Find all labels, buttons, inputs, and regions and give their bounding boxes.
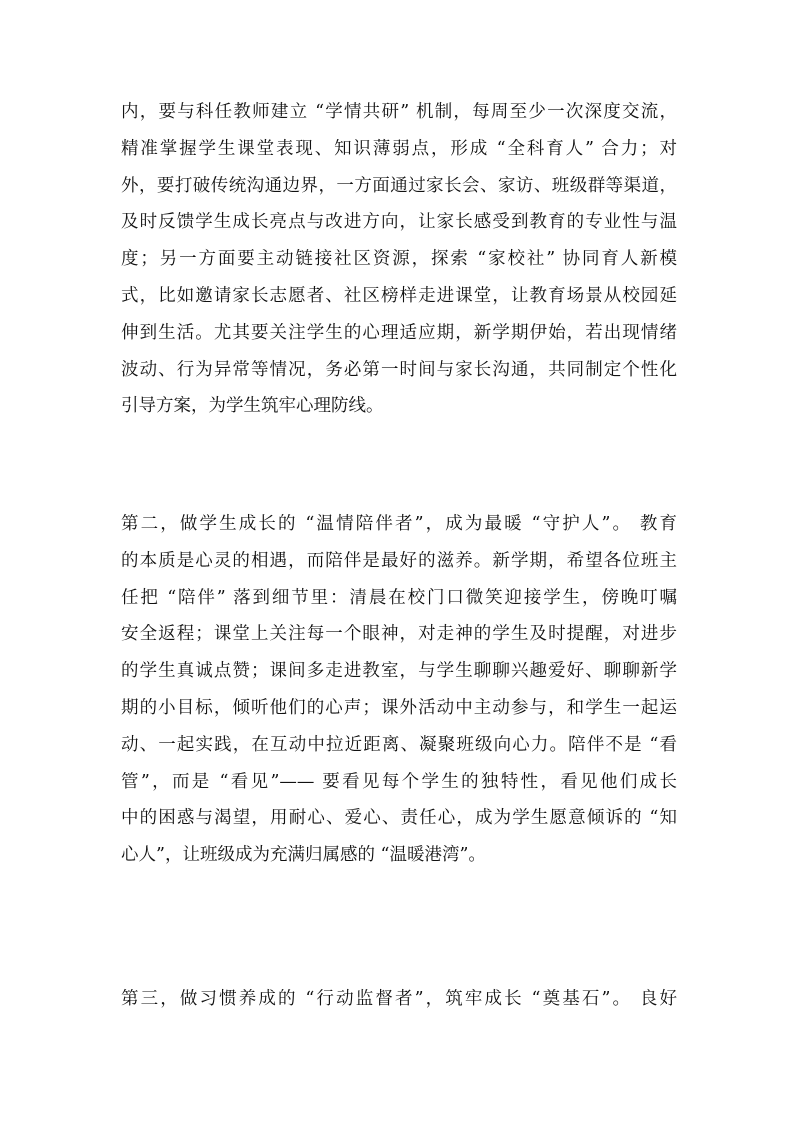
- text-line: 内，要与科任教师建立 “学情共研” 机制，每周至少一次深度交流，: [121, 102, 677, 122]
- text-line: 中的困惑与渴望，用耐心、爱心、责任心，成为学生愿意倾诉的 “知: [121, 808, 677, 829]
- text-line: 波动、行为异常等情况，务必第一时间与家长沟通，共同制定个性化: [121, 359, 677, 380]
- text-line: 引导方案，为学生筑牢心理防线。: [121, 396, 384, 417]
- text-line: 第三，做习惯养成的 “行动监督者”，筑牢成长 “奠基石”。 良好: [121, 989, 677, 1009]
- text-line: 第二，做学生成长的 “温情陪伴者”，成为最暖 “守护人”。 教育: [121, 514, 677, 534]
- paragraph-third-point: [121, 981, 677, 1018]
- text-line: 管”，而是 “看见”—— 要看见每个学生的独特性，看见他们成长: [121, 771, 677, 792]
- text-line: 度；另一方面要主动链接社区资源，探索 “家校社” 协同育人新模: [121, 249, 677, 270]
- paragraph-home-school-communication: [121, 94, 677, 425]
- text-line: 外，要打破传统沟通边界，一方面通过家长会、家访、班级群等渠道，: [121, 175, 677, 196]
- text-line: 精准掌握学生课堂表现、知识薄弱点，形成 “全科育人” 合力；对: [121, 138, 677, 159]
- text-line: 的学生真诚点赞；课间多走进教室，与学生聊聊兴趣爱好、聊聊新学: [121, 661, 677, 682]
- text-line: 安全返程；课堂上关注每一个眼神，对走神的学生及时提醒，对进步: [121, 624, 677, 645]
- text-line: 式，比如邀请家长志愿者、社区榜样走进课堂，让教育场景从校园延: [121, 285, 677, 306]
- text-line: 的本质是心灵的相遇，而陪伴是最好的滋养。新学期，希望各位班主: [121, 550, 677, 571]
- text-line: 任把 “陪伴” 落到细节里：清晨在校门口微笑迎接学生，傍晚叮嘱: [121, 587, 677, 608]
- text-line: 期的小目标，倾听他们的心声；课外活动中主动参与，和学生一起运: [121, 697, 677, 718]
- paragraph-second-point: [121, 506, 677, 874]
- text-line: 动、一起实践，在互动中拉近距离、凝聚班级向心力。陪伴不是 “看: [121, 734, 677, 755]
- text-line: 伸到生活。尤其要关注学生的心理适应期，新学期伊始，若出现情绪: [121, 322, 677, 343]
- text-line: 心人”，让班级成为充满归属感的 “温暖港湾”。: [121, 845, 486, 866]
- text-line: 及时反馈学生成长亮点与改进方向，让家长感受到教育的专业性与温: [121, 212, 677, 233]
